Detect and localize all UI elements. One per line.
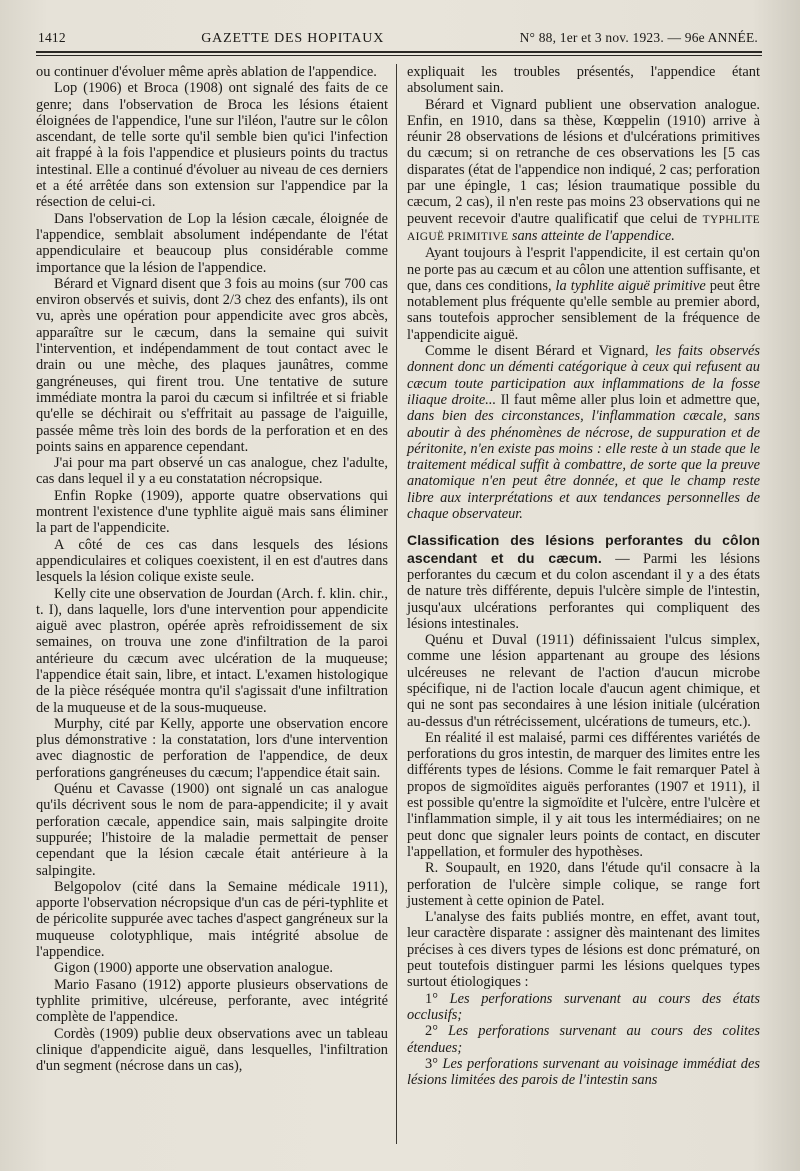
section-paragraph bbox=[407, 532, 760, 632]
paragraph: Mario Fasano (1912) apporte plusieurs observations de typhlite primitive, ulcéreuse, perforante, avec intégrité complète de l'appendice. bbox=[36, 976, 388, 1026]
paragraph bbox=[407, 245, 760, 343]
list-item bbox=[407, 1023, 760, 1056]
smallcaps-term: TYPHLITE AIGUË PRIMITIVE bbox=[407, 213, 760, 243]
italic-quote: dans bien des circonstances, l'inflammation cæcale, sans aboutir à des phénomènes de nécrose, de suppuration et de péritonite, n'en existe pas moins : elle reste à un stade que le traitement médical suffit à combattre, de sorte que la preuve anatomique n'en peut être donnée, et que le champ reste libre aux interprétations et aux tendances personnelles de chaque observateur. bbox=[407, 408, 760, 523]
paragraph: En réalité il est malaisé, parmi ces différentes variétés de perforations du gros intestin, de marquer des limites entre les différents types de lésions. Comme le fait remarquer Patel à propos de sigmoïdites aiguës perforantes (1907 et 1911), il est possible qu'entre la sigmoïdite et l'ulcère, entre l'ulcère et l'inflammation simple, il y ait tous les intermédiaires; on ne peut donc que signaler leurs points de contact, en discuter l'appellation, et formuler des hypothèses. bbox=[407, 729, 760, 860]
paragraph bbox=[407, 343, 760, 522]
paragraph-text: Ayant toujours à l'esprit l'appendicite, il est certain qu'on ne porte pas au cæcum et au côlon une attention suffisante, et que, dans ces conditions, bbox=[407, 245, 760, 294]
page-header bbox=[36, 30, 762, 47]
paragraph: Enfin Ropke (1909), apporte quatre observations qui montrent l'existence d'une typhlite aiguë mais sans éliminer la part de l'appendicite. bbox=[36, 487, 388, 537]
paragraph: Quénu et Duval (1911) définissaient l'ulcus simplex, comme une lésion appartenant au groupe des lésions ulcéreuses ne relevant de l'action d'aucun microbe spécifique, ni de l'action locale d'aucun agent chimique, et qui ne sont pas secondaires à une lésion initiale (ulcération au-dessus d'un rétrécissement, ulcérations de tumeurs, etc.). bbox=[407, 632, 760, 730]
list-text: Les perforations survenant au voisinage immédiat des lésions limitées des parois de l'intestin sans bbox=[407, 1055, 760, 1089]
list-text: Les perforations survenant au cours des états occlusifs; bbox=[407, 990, 760, 1023]
header-rule-thin bbox=[36, 55, 762, 56]
paragraph: ou continuer d'évoluer même après ablation de l'appendice. bbox=[36, 64, 377, 80]
text-columns bbox=[36, 64, 762, 1144]
paragraph: R. Soupault, en 1920, dans l'étude qu'il consacre à la perforation de l'ulcère simple colique, se range fort justement à cette opinion de Patel. bbox=[407, 860, 760, 909]
paragraph: J'ai pour ma part observé un cas analogue, chez l'adulte, cas dans lequel il y a eu constatation nécropsique. bbox=[36, 455, 388, 488]
right-column bbox=[396, 64, 760, 1144]
list-number: 1° bbox=[425, 990, 438, 1007]
paragraph: Murphy, cité par Kelly, apporte une observation encore plus démonstrative : la constatation, lors d'une intervention avec diagnostic de perforation de l'appendice, de deux perforations gangréneuses du cæcum; l'appendice était sain. bbox=[36, 715, 388, 781]
page-number: 1412 bbox=[38, 30, 66, 45]
list-text: Les perforations survenant au cours des colites étendues; bbox=[407, 1023, 760, 1056]
paragraph: Bérard et Vignard disent que 3 fois au moins (sur 700 cas environ observés et suivis, dont 2/3 chez des enfants), ils ont vu, après une opération pour appendicite avec gros abcès, apparaître sur le cæcum, dans la semaine qui suivit l'intervention, et indépendamment de tout contact avec le drain ou une mèche, des plaques jaunâtres, comme gangréneuses, qui firent trou. Une tentative de suture immédiate montra la paroi du cæcum si infiltrée et si friable qu'elle se déchirait ou s'effritait au passage de l'aiguille, passée même très loin des bords de la perforation et en des points sains en apparence cependant. bbox=[36, 275, 388, 455]
paragraph bbox=[407, 97, 760, 246]
italic-quote: les faits observés donnent donc un démenti catégorique à ceux qui refusent au cæcum toute participation aux inflammations de la fosse iliaque droite... bbox=[407, 343, 761, 408]
list-item bbox=[407, 1056, 760, 1089]
list-item bbox=[407, 991, 760, 1024]
list-number: 3° bbox=[425, 1055, 438, 1072]
header-rule-thick bbox=[36, 51, 762, 53]
paragraph: Kelly cite une observation de Jourdan (Arch. f. klin. chir., t. I), dans laquelle, lors d'une intervention pour appendicite aiguë avec plastron, opérée après refroidissement de six semaines, on trouva une zone d'infiltration de la paroi antérieure du cæcum avec ulcération de la muqueuse; l'appendice était sain, libre, et intact. L'examen histologique de la pièce réséquée montra qu'il s'agissait d'une infiltration de la muqueuse et de la sous-muqueuse. bbox=[36, 585, 388, 716]
paragraph: Dans l'observation de Lop la lésion cæcale, éloignée de l'appendice, semblait absolument indépendante de l'état appendiculaire et beaucoup plus considérable comme importance que la lésion de l'appendice. bbox=[36, 210, 388, 276]
publication-title: GAZETTE DES HOPITAUX bbox=[201, 31, 385, 46]
list-number: 2° bbox=[425, 1023, 438, 1040]
issue-info: N° 88, 1er et 3 nov. 1923. — 96e ANNÉE. bbox=[519, 30, 758, 45]
paragraph-text: Bérard et Vignard publient une observation analogue. Enfin, en 1910, dans sa thèse, Kœppelin (1910) arrive à réunir 28 observations de lésions et d'ulcérations primitives du cæcum; si on retranche de ces observations les [5 cas disparates (état de l'appendice non indiqué, 2 cas; perforation par une épingle, 1 cas; lésion traumatique possible du cæcum, 2 cas), il n'en reste pas moins 23 observations qui ne peuvent recevoir d'autre qualificatif que celui de bbox=[407, 96, 760, 227]
paragraph: Belgopolov (cité dans la Semaine médicale 1911), apporte l'observation nécropsique d'un cas de péri-typhlite et de péricolite suppurée avec taches d'aspect gangréneux sur la muqueuse colotyphlique, mais intégrité absolue de l'appendice. bbox=[36, 878, 388, 961]
italic-phrase: sans atteinte de l'appendice. bbox=[511, 227, 675, 244]
italic-phrase: la typhlite aiguë primitive bbox=[555, 277, 706, 294]
paragraph: A côté de ces cas dans lesquels des lésions appendiculaires et coliques coexistent, il en est d'autres dans lesquels la lésion colique existe seule. bbox=[36, 536, 388, 586]
paragraph-text: Il faut même aller plus loin et admettre que, bbox=[500, 391, 760, 408]
paragraph: Quénu et Cavasse (1900) ont signalé un cas analogue qu'ils décrivent sous le nom de para-appendicite; il y avait perforation cæcale, appendice sain, mais salpingite droite suppurée; l'histoire de la maladie permettait de penser cependant que la lésion cæcale était antérieure à la salpingite. bbox=[36, 781, 388, 879]
paragraph-text: — Parmi les lésions perforantes du cæcum et du colon ascendant il y a des états de nature très différente, depuis l'ulcère simple de l'intestin, jusqu'aux ulcérations perforantes qui compliquent des lésions intestinales. bbox=[407, 550, 760, 632]
paragraph-text: peut être notablement plus fréquente qu'elle semble au premier abord, sans toutefois approcher sensiblement de la fréquence de l'appendicite aiguë. bbox=[407, 277, 760, 343]
left-column bbox=[36, 64, 396, 1144]
section-title: Classification des lésions perforantes du côlon ascendant et du cæcum. bbox=[407, 532, 760, 566]
paragraph: expliquait les troubles présentés, l'appendice étant absolument sain. bbox=[407, 64, 760, 97]
paragraph: Gigon (1900) apporte une observation analogue. bbox=[54, 960, 333, 977]
paragraph: L'analyse des faits publiés montre, en effet, avant tout, leur caractère disparate : assigner dès maintenant des limites précises à ces divers types de lésions est donc prématuré, on peut toutefois distinguer parmi les lésions quelques types surtout étiologiques : bbox=[407, 909, 760, 991]
paragraph: Lop (1906) et Broca (1908) ont signalé des faits de ce genre; dans l'observation de Broca les lésions étaient éloignées de l'appendice, l'une sur l'iléon, l'autre sur le côlon ascendant, de telle sorte qu'il semble bien qu'ici l'infection ait frappé à la fois l'appendice et plusieurs points du tractus intestinal. Elle a continué d'évoluer au niveau de ces derniers et a été arrêtée dans son extension sur l'appendice par la résection de celui-ci. bbox=[36, 80, 388, 211]
paragraph: Cordès (1909) publie deux observations avec un tableau clinique d'appendicite aiguë, dans lesquelles, l'infiltration d'un segment (nécrose dans un cas), bbox=[36, 1025, 388, 1075]
paragraph-text: Comme le disent Bérard et Vignard, bbox=[425, 343, 649, 360]
